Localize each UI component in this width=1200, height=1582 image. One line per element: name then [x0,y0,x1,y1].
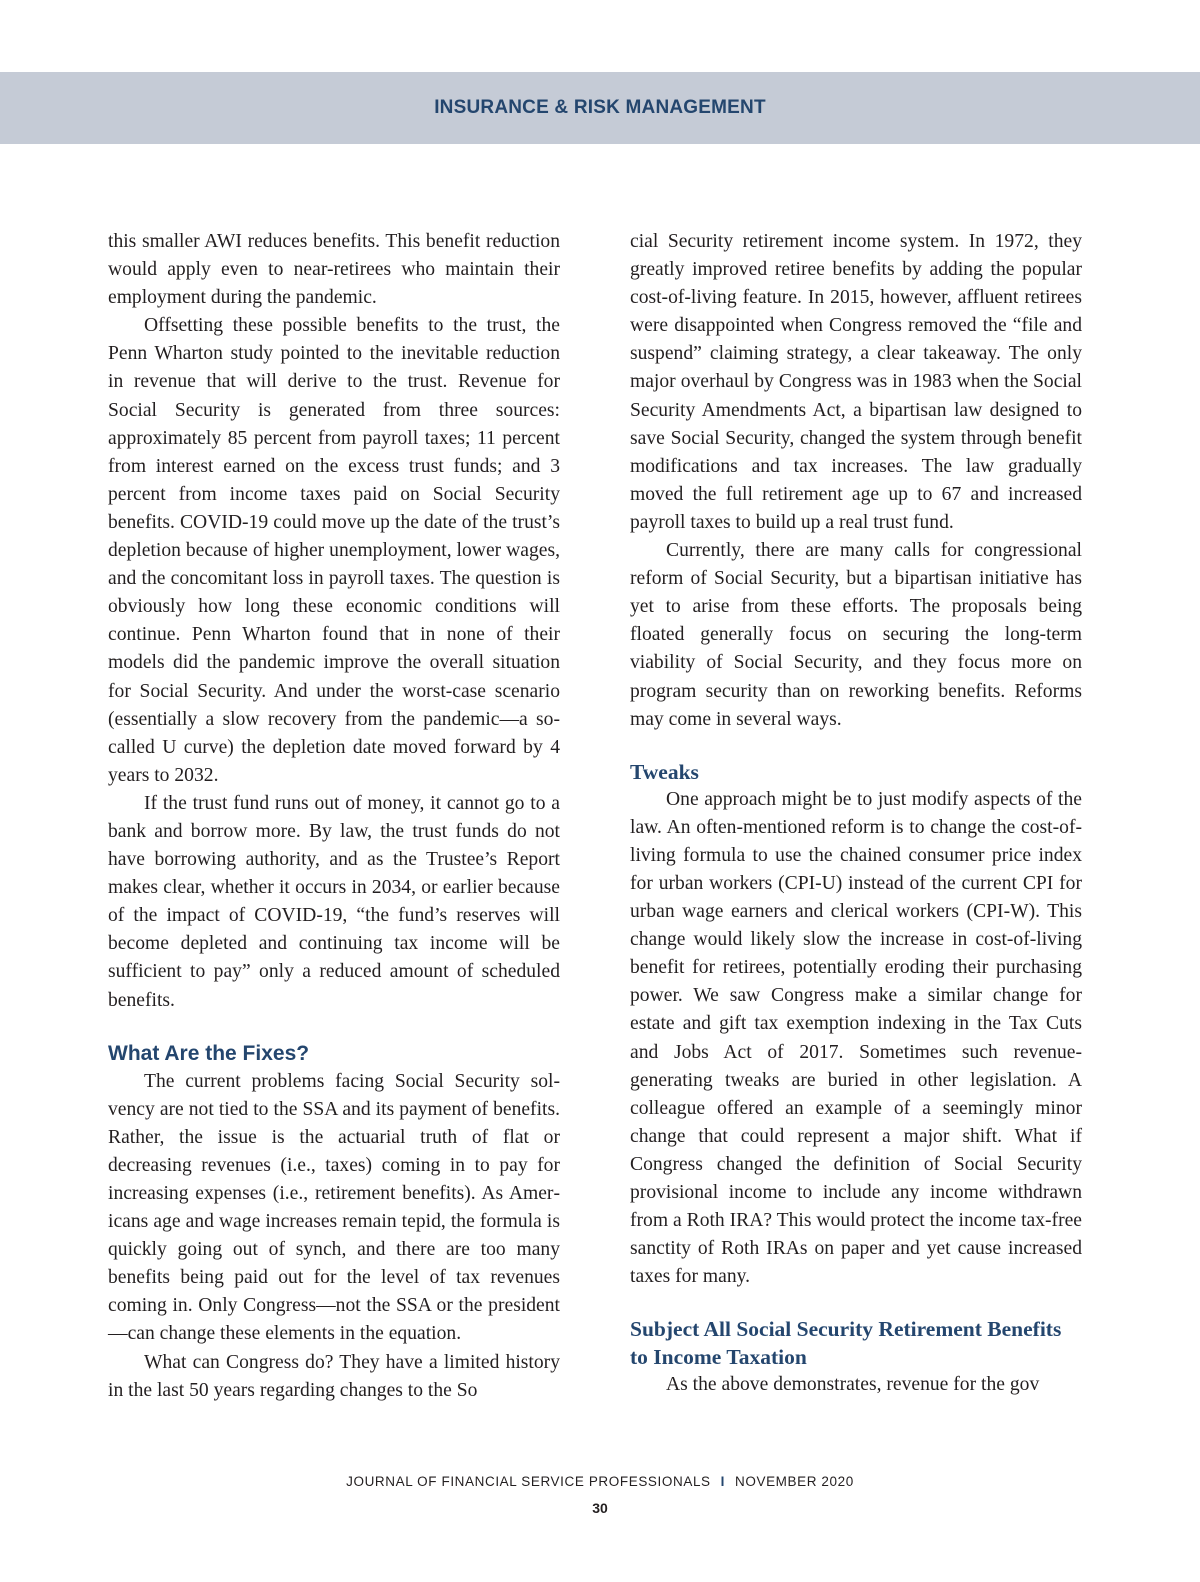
body-paragraph: Currently, there are many calls for congressional reform of Social Security, but a bipartisan initiative has yet to arise from these efforts. The proposals being floated generally focus on securing the long-term viability of Social Security, and they focus more on program security than on reworking benefits. Reforms may come in several ways. [630,540,1082,730]
body-paragraph: What can Congress do? They have a limited history in the last 50 years regarding changes to the So [108,1351,560,1401]
body-paragraph: One approach might be to just modify aspects of the law. An often-mentioned reform is to change the cost-of-living formula to use the chained consumer price index for urban workers (CPI-U) instead of the current CPI for urban wage earners and clerical workers (CPI-W). This change would likely slow the increase in cost-of-living benefit for retirees, potentially eroding their purchasing power. We saw Congress make a similar change for estate and gift tax exemption indexing in the Tax Cuts and Jobs Act of 2017. Sometimes such revenue-generating tweaks are buried in other legislation. A colleague offered an example of a seemingly minor change that could represent a major shift. What if Congress changed the definition of Social Security provisional income to include any income withdrawn from a Roth IRA? This would protect the income tax-free sanctity of Roth IRAs on paper and yet cause increased taxes for many. [630,788,1082,1288]
subheading-income-taxation: Subject All Social Security Retirement Benefits to Income Taxation [630,1317,1062,1370]
page-number: 30 [592,1500,608,1516]
body-paragraph: cial Security retirement income system. In 1972, they greatly improved retiree benefits by adding the popular cost-of-living feature. In 2015, however, affluent retirees were disappointed when Congress removed the “file and suspend” claiming strategy, a clear takeaway. The only major overhaul by Congress was in 1983 when the Social Security Amendments Act, a bipartisan law designed to save Social Security, changed the system through benefit modifications and tax increases. The law gradually moved the full retirement age up to 67 and increased payroll taxes to build up a real trust fund. [630,231,1082,533]
right-column [630,228,1082,1399]
body-paragraph: this smaller AWI reduces benefits. This benefit reduction would apply even to near-retirees who maintain their employment during the pandemic. [108,231,560,309]
section-title: INSURANCE & RISK MANAGEMENT [434,97,766,118]
body-paragraph: The current problems facing Social Security solvency are not tied to the SSA and its payment of benefits. Rather, the issue is the actuarial truth of flat or decreasing revenues (i.e., taxes) coming in to pay for increasing expenses (i.e., retirement benefits). As Americans age and wage increases remain tepid, the formula is quickly going out of synch, and there are too many benefits being paid out for the level of tax revenues coming in. Only Congress—not the SSA or the president—can change these elements in the equation. [108,1070,560,1345]
left-column [108,228,560,1405]
issue-date: NOVEMBER 2020 [735,1474,854,1489]
body-paragraph: Offsetting these possible benefits to the trust, the Penn Wharton study pointed to the inevitable reduction in revenue that will derive to the trust. Revenue for Social Security is generated from three sources: approximately 85 percent from payroll taxes; 11 percent from interest earned on the excess trust funds; and 3 percent from income taxes paid on Social Security benefits. COVID-19 could move up the date of the trust’s depletion because of higher unemployment, lower wages, and the concomitant loss in payroll taxes. The question is obviously how long these economic conditions will continue. Penn Wharton found that in none of their models did the pandemic improve the overall situation for Social Security. And under the worst-case scenario (essentially a slow recovery from the pandemic—a so-called U curve) the depletion date moved forward by 4 years to 2032. [108,315,560,786]
subheading-tweaks: Tweaks [630,759,699,784]
footer-separator: I [720,1474,726,1489]
journal-name: JOURNAL OF FINANCIAL SERVICE PROFESSIONALS [346,1474,711,1489]
body-paragraph: If the trust fund runs out of money, it cannot go to a bank and borrow more. By law, the trust funds do not have borrowing authority, and as the Trustee’s Report makes clear, whether it occurs in 2034, or earlier because of the impact of COVID-19, “the fund’s reserves will become depleted and continuing tax income will be sufficient to pay” only a reduced amount of scheduled benefits. [108,792,560,1011]
body-paragraph: As the above demonstrates, revenue for the gov [666,1374,1040,1396]
footer-line [0,1474,1200,1489]
section-heading-fixes: What Are the Fixes? [108,1041,310,1065]
header-band [0,72,1200,144]
